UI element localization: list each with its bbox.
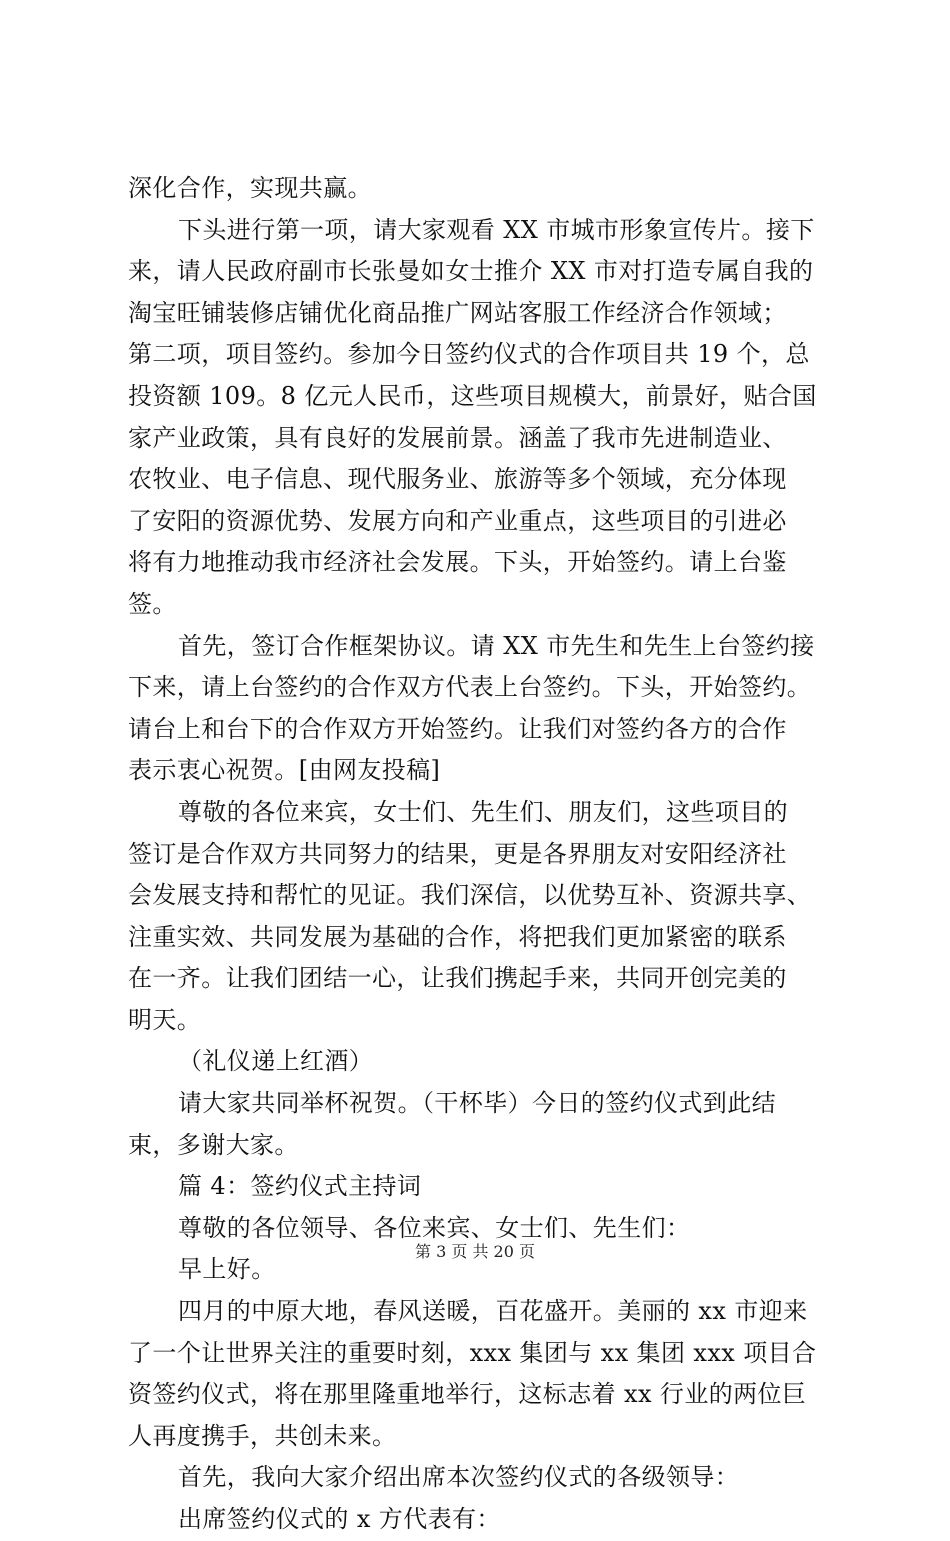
text-line: 早上好。 bbox=[178, 1255, 276, 1284]
text-line: 了一个让世界关注的重要时刻，xxx 集团与 xx 集团 xxx 项目合 bbox=[128, 1338, 817, 1367]
text-line: 人再度携手，共创未来。 bbox=[128, 1421, 397, 1450]
text-line: 出席签约仪式的 x 方代表有： bbox=[178, 1505, 501, 1533]
document-body bbox=[128, 168, 828, 1541]
text-line: 第二项，项目签约。参加今日签约仪式的合作项目共 19 个，总 bbox=[128, 340, 810, 369]
text-line: 束，多谢大家。 bbox=[128, 1130, 299, 1159]
text-line: （礼仪递上红酒） bbox=[178, 1047, 374, 1076]
text-line: 四月的中原大地，春风送暖，百花盛开。美丽的 xx 市迎来 bbox=[178, 1297, 808, 1326]
text-line: 首先，签订合作框架协议。请 XX 市先生和先生上台签约接 bbox=[178, 631, 815, 660]
text-line: 家产业政策，具有良好的发展前景。涵盖了我市先进制造业、 bbox=[128, 423, 787, 452]
text-line: 篇 4：签约仪式主持词 bbox=[178, 1172, 422, 1201]
text-line: 会发展支持和帮忙的见证。我们深信，以优势互补、资源共享、 bbox=[128, 881, 812, 910]
text-line: 来，请人民政府副市长张曼如女士推介 XX 市对打造专属自我的 bbox=[128, 257, 814, 286]
text-line: 下头进行第一项，请大家观看 XX 市城市形象宣传片。接下 bbox=[178, 215, 815, 244]
text-line: 请台上和台下的合作双方开始签约。让我们对签约各方的合作 bbox=[128, 714, 787, 743]
text-line: 尊敬的各位来宾，女士们、先生们、朋友们，这些项目的 bbox=[178, 797, 788, 826]
text-line: 签订是合作双方共同努力的结果，更是各界朋友对安阳经济社 bbox=[128, 839, 787, 868]
text-line: 投资额 109。8 亿元人民币，这些项目规模大，前景好，贴合国 bbox=[128, 381, 817, 410]
text-line: 明天。 bbox=[128, 1005, 202, 1034]
text-line: 注重实效、共同发展为基础的合作，将把我们更加紧密的联系 bbox=[128, 922, 787, 951]
text-line: 在一齐。让我们团结一心，让我们携起手来，共同开创完美的 bbox=[128, 964, 787, 993]
text-line: 资签约仪式，将在那里隆重地举行，这标志着 xx 行业的两位巨 bbox=[128, 1380, 807, 1409]
text-line: 将有力地推动我市经济社会发展。下头，开始签约。请上台鉴 bbox=[128, 548, 787, 577]
page-footer: 第 3 页 共 20 页 bbox=[415, 1242, 535, 1261]
text-line: 农牧业、电子信息、现代服务业、旅游等多个领域，充分体现 bbox=[128, 465, 787, 494]
text-line: 表示衷心祝贺。[由网友投稿] bbox=[128, 756, 441, 785]
text-line: 下来，请上台签约的合作双方代表上台签约。下头，开始签约。 bbox=[128, 673, 812, 702]
text-line: 了安阳的资源优势、发展方向和产业重点，这些项目的引进必 bbox=[128, 506, 787, 535]
text-line: 深化合作，实现共赢。 bbox=[128, 174, 372, 202]
text-line: 尊敬的各位领导、各位来宾、女士们、先生们： bbox=[178, 1213, 691, 1242]
text-line: 签。 bbox=[128, 589, 177, 618]
text-line: 请大家共同举杯祝贺。（干杯毕）今日的签约仪式到此结 bbox=[178, 1089, 776, 1118]
text-line: 淘宝旺铺装修店铺优化商品推广网站客服工作经济合作领域； bbox=[128, 298, 787, 327]
text-line: 首先，我向大家介绍出席本次签约仪式的各级领导： bbox=[178, 1463, 740, 1492]
